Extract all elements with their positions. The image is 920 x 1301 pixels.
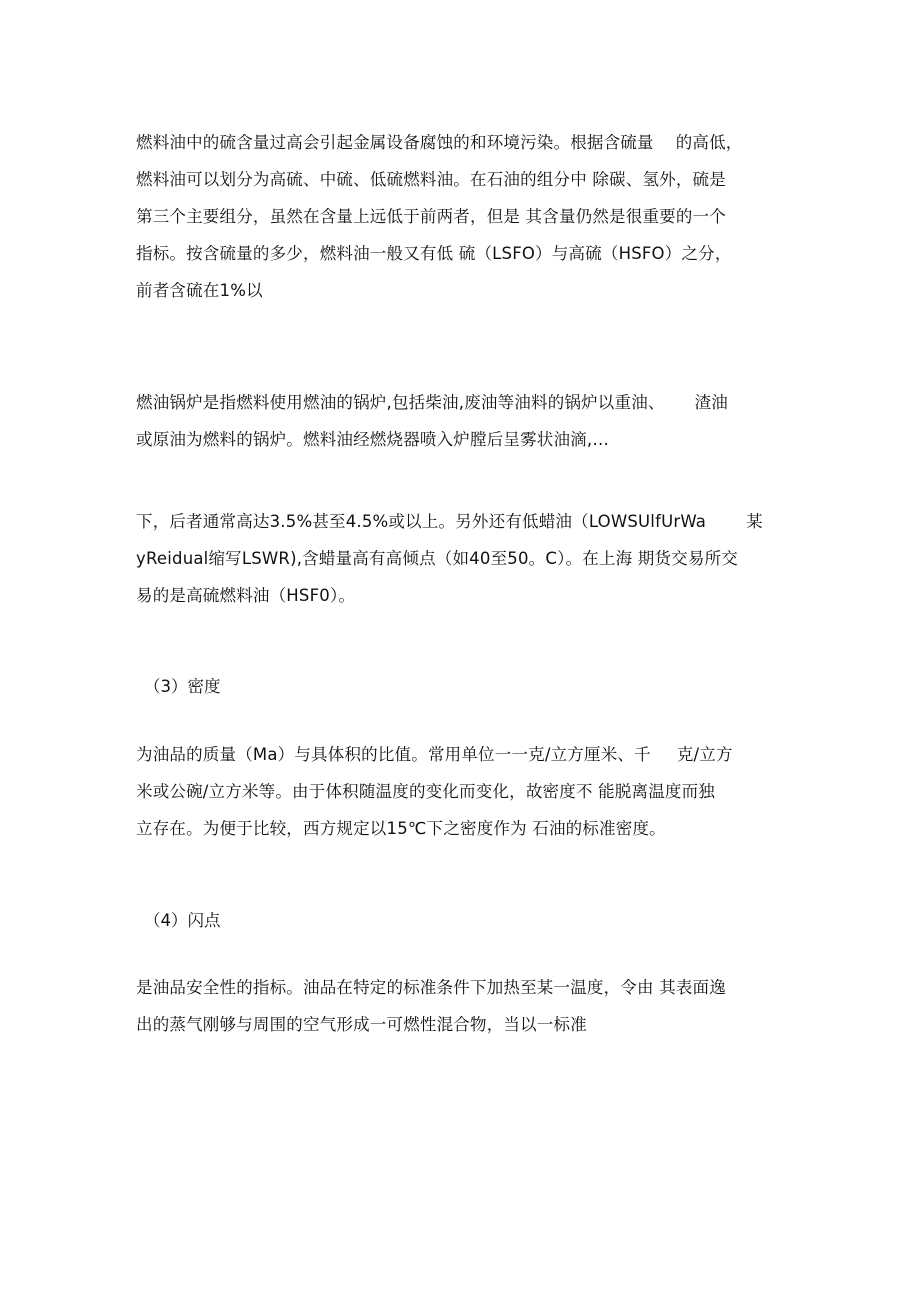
section-heading-density: （3）密度 [144, 677, 221, 696]
text-segment: 为油品的质量（Ma）与具体积的比值。常用单位一一克/立方厘米、千 [136, 745, 651, 764]
text-line: 或原油为燃料的锅炉。燃料油经燃烧器喷入炉膛后呈雾状油滴,… [136, 430, 610, 449]
text-line: 出的蒸气刚够与周围的空气形成一可燃性混合物，当以一标准 [136, 1015, 587, 1034]
text-segment: 燃油锅炉是指燃料使用燃油的锅炉,包括柴油,废油等油料的锅炉以重油、 [136, 393, 665, 412]
paragraph-boiler [136, 384, 806, 458]
text-line: 燃料油可以划分为高硫、中硫、低硫燃料油。在石油的组分中 除碳、氢外，硫是 [136, 170, 726, 189]
text-segment: 某 [746, 512, 763, 531]
text-line: yReidual缩写LSWR),含蜡量高有高倾点（如40至50。C）。在上海 期货交易所交 [136, 549, 738, 568]
text-line [136, 384, 806, 421]
text-line [136, 124, 806, 161]
paragraph-density [136, 736, 806, 847]
text-line: 米或公碗/立方米等。由于体积随温度的变化而变化，故密度不 能脱离温度而独 [136, 782, 716, 801]
paragraph-sulfur [136, 124, 806, 309]
text-line: 易的是高硫燃料油（HSF0）。 [136, 586, 356, 605]
text-line: 是油品安全性的指标。油品在特定的标准条件下加热至某一温度，令由 其表面逸 [136, 978, 726, 997]
section-heading-flash-point: （4）闪点 [144, 911, 221, 930]
text-segment: 下，后者通常高达3.5%甚至4.5%或以上。另外还有低蜡油（LOWSUlfUrWa [136, 512, 707, 531]
text-segment: 克/立方 [676, 745, 733, 764]
paragraph-flash-point [136, 969, 806, 1043]
text-segment: 燃料油中的硫含量过高会引起金属设备腐蚀的和环境污染。根据含硫量 [136, 133, 654, 152]
text-line: 前者含硫在1%以 [136, 281, 263, 300]
text-segment: 的高低， [675, 133, 743, 152]
paragraph-sulfur-continued [136, 503, 806, 614]
text-line [136, 736, 806, 773]
text-line [136, 503, 806, 540]
text-line: 第三个主要组分，虽然在含量上远低于前两者，但是 其含量仍然是很重要的一个 [136, 207, 726, 226]
text-line: 指标。按含硫量的多少，燃料油一般又有低 硫（LSFO）与高硫（HSFO）之分， [136, 244, 732, 263]
text-segment: 渣油 [694, 393, 728, 412]
text-line: 立存在。为便于比较，西方规定以15℃下之密度作为 石油的标准密度。 [136, 819, 666, 838]
